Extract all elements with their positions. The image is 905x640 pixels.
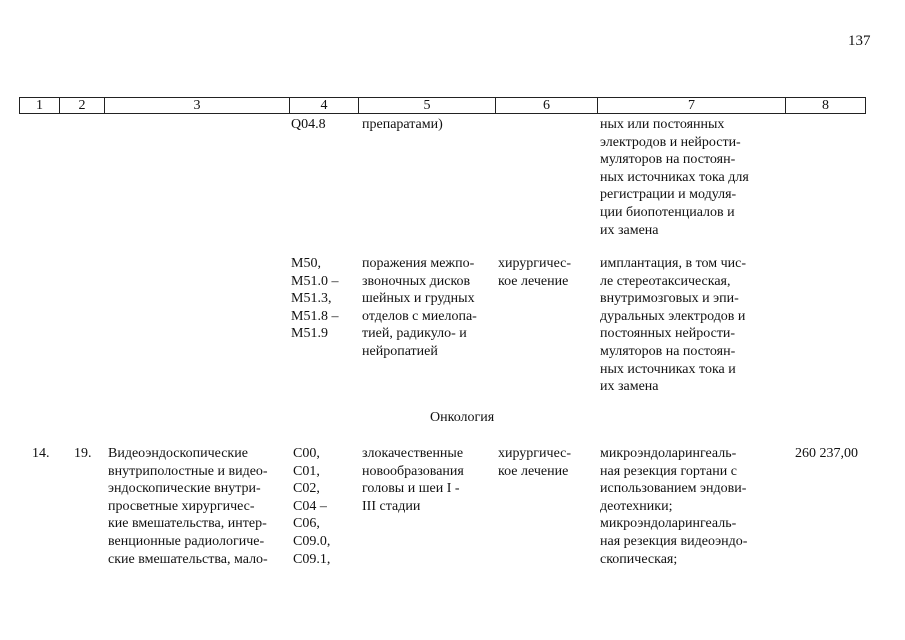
code-line: M51.9 bbox=[291, 326, 328, 342]
disease-line: головы и шеи I - bbox=[362, 481, 460, 497]
treatment-line: кое лечение bbox=[498, 463, 569, 479]
name-line: Видеоэндоскопические bbox=[108, 446, 248, 461]
code-line: C09.0, bbox=[293, 533, 331, 549]
price-value: 260 237,00 bbox=[795, 446, 858, 461]
block2-codes bbox=[291, 255, 338, 343]
method-line: электродов и нейрости- bbox=[600, 134, 741, 150]
treatment-line: хирургичес- bbox=[498, 256, 572, 271]
treatment-line: хирургичес- bbox=[498, 446, 572, 461]
column-header-row bbox=[19, 97, 866, 114]
method-line: внутримозговых и эпи- bbox=[600, 291, 739, 307]
column-header-5: 5 bbox=[359, 98, 496, 114]
disease-line: поражения межпо- bbox=[362, 256, 475, 271]
block3-treatment bbox=[498, 445, 571, 480]
disease-line: нейропатией bbox=[362, 343, 438, 359]
subrow-number: 19. bbox=[74, 446, 92, 461]
code-line: M51.0 – bbox=[291, 273, 339, 289]
name-line: венционные радиологиче- bbox=[108, 533, 265, 549]
method-line: имплантация, в том чис- bbox=[600, 256, 747, 271]
name-line: внутриполостные и видео- bbox=[108, 463, 268, 479]
method-line: микроэндоларингеаль- bbox=[600, 446, 737, 461]
code-line: C01, bbox=[293, 463, 320, 479]
code-line: M50, bbox=[291, 256, 321, 271]
code-line: M51.3, bbox=[291, 291, 332, 307]
disease-line: звоночных дисков bbox=[362, 273, 471, 289]
code-line: Q04.8 bbox=[291, 117, 326, 132]
disease-line: препаратами) bbox=[362, 117, 443, 132]
disease-line: шейных и грудных bbox=[362, 291, 475, 307]
block3-codes bbox=[293, 445, 330, 568]
method-line: дуральных электродов и bbox=[600, 308, 746, 324]
block1-method bbox=[600, 116, 749, 239]
method-line: муляторов на постоян- bbox=[600, 343, 736, 359]
method-line: ных источниках тока и bbox=[600, 361, 736, 377]
disease-line: новообразования bbox=[362, 463, 464, 479]
column-header-4: 4 bbox=[290, 98, 359, 114]
method-line: постоянных нейрости- bbox=[600, 326, 736, 342]
name-line: кие вмешательства, интер- bbox=[108, 516, 267, 532]
block3-method bbox=[600, 445, 747, 568]
method-line: скопическая; bbox=[600, 551, 678, 567]
code-line: M51.8 – bbox=[291, 308, 339, 324]
column-header-3: 3 bbox=[105, 98, 290, 114]
name-line: просветные хирургичес- bbox=[108, 498, 255, 514]
disease-line: тией, радикуло- и bbox=[362, 326, 467, 342]
treatment-line: кое лечение bbox=[498, 273, 569, 289]
column-header-7: 7 bbox=[598, 98, 786, 114]
block3-name bbox=[108, 445, 268, 568]
method-line: ная резекция гортани с bbox=[600, 463, 737, 479]
method-line: деотехники; bbox=[600, 498, 673, 514]
block1-codes bbox=[291, 116, 326, 134]
column-header-2: 2 bbox=[60, 98, 105, 114]
method-line: регистрации и модуля- bbox=[600, 187, 737, 203]
disease-line: отделов с миелопа- bbox=[362, 308, 477, 324]
disease-line: злокачественные bbox=[362, 446, 464, 461]
method-line: ции биопотенциалов и bbox=[600, 204, 735, 220]
page-number: 137 bbox=[848, 33, 871, 49]
block2-treatment bbox=[498, 255, 571, 290]
section-title: Онкология bbox=[430, 410, 495, 425]
block1-disease bbox=[362, 116, 443, 134]
column-header-1: 1 bbox=[20, 98, 60, 114]
method-line: муляторов на постоян- bbox=[600, 152, 736, 168]
method-line: их замена bbox=[600, 222, 659, 238]
name-line: ские вмешательства, мало- bbox=[108, 551, 268, 567]
code-line: C02, bbox=[293, 481, 320, 497]
block2-method bbox=[600, 255, 746, 396]
method-line: ле стереотаксическая, bbox=[600, 273, 731, 289]
code-line: C00, bbox=[293, 446, 320, 461]
method-line: ных или постоянных bbox=[600, 117, 725, 132]
code-line: C09.1, bbox=[293, 551, 331, 567]
column-header-6: 6 bbox=[496, 98, 598, 114]
block2-disease bbox=[362, 255, 477, 361]
column-header-8: 8 bbox=[786, 98, 866, 114]
name-line: эндоскопические внутри- bbox=[108, 481, 261, 497]
code-line: C06, bbox=[293, 516, 320, 532]
method-line: микроэндоларингеаль- bbox=[600, 516, 737, 532]
row-number: 14. bbox=[32, 446, 50, 461]
method-line: ных источниках тока для bbox=[600, 169, 749, 185]
block3-disease bbox=[362, 445, 464, 515]
code-line: C04 – bbox=[293, 498, 327, 514]
method-line: ная резекция видеоэндо- bbox=[600, 533, 748, 549]
method-line: использованием эндови- bbox=[600, 481, 747, 497]
method-line: их замена bbox=[600, 379, 659, 395]
disease-line: III стадии bbox=[362, 498, 421, 514]
